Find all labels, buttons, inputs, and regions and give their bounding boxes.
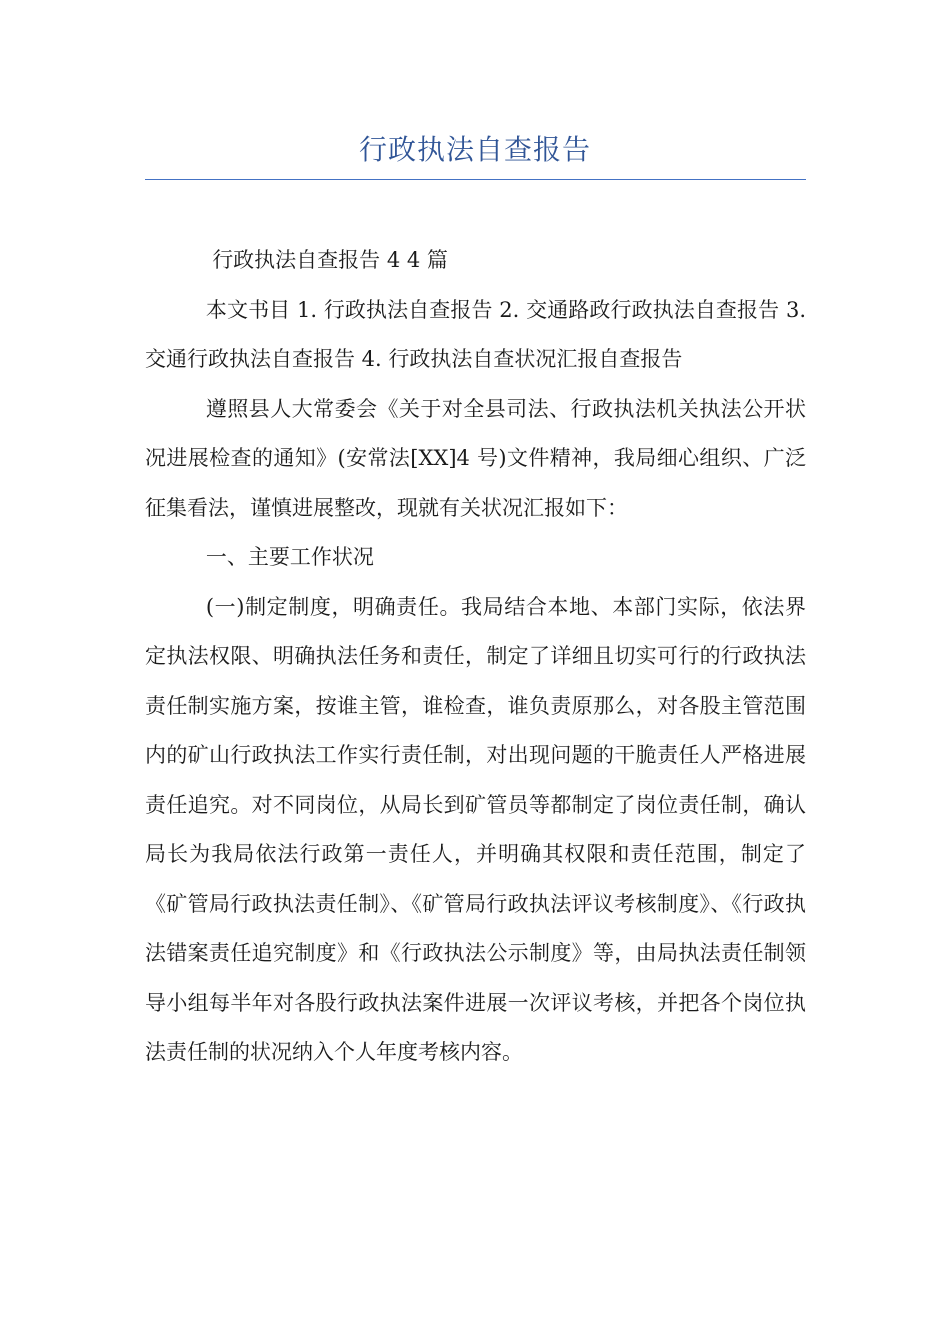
- intro-paragraph: 遵照县人大常委会《关于对全县司法、行政执法机关执法公开状况进展检查的通知》(安常法[XX]4 号)文件精神，我局细心组织、广泛征集看法，谨慎进展整改，现就有关状况汇报如下：: [145, 396, 806, 520]
- subtitle-paragraph: 行政执法自查报告 4 4 篇: [212, 248, 448, 272]
- body-paragraph: (一)制定制度，明确责任。我局结合本地、本部门实际，依法界定执法权限、明确执法任务和责任，制定了详细且切实可行的行政执法责任制实施方案，按谁主管，谁检查，谁负责原那么，对各股主管范围内的矿山行政执法工作实行责任制，对出现问题的干脆责任人严格进展责任追究。对不同岗位，从局长到矿管员等都制定了岗位责任制，确认局长为我局依法行政第一责任人，并明确其权限和责任范围，制定了《矿管局行政执法责任制》、《矿管局行政执法评议考核制度》、《行政执法错案责任追究制度》和《行政执法公示制度》等，由局执法责任制领导小组每半年对各股行政执法案件进展一次评议考核，并把各个岗位执法责任制的状况纳入个人年度考核内容。: [145, 594, 806, 1064]
- section-heading: 一、主要工作状况: [205, 545, 374, 569]
- document-body: [145, 236, 806, 1078]
- document-title: 行政执法自查报告: [358, 133, 591, 166]
- title-underline: [145, 179, 806, 180]
- table-of-contents-paragraph: 本文书目 1. 行政执法自查报告 2. 交通路政行政执法自查报告 3. 交通行政执法自查报告 4. 行政执法自查状况汇报自查报告: [145, 297, 806, 371]
